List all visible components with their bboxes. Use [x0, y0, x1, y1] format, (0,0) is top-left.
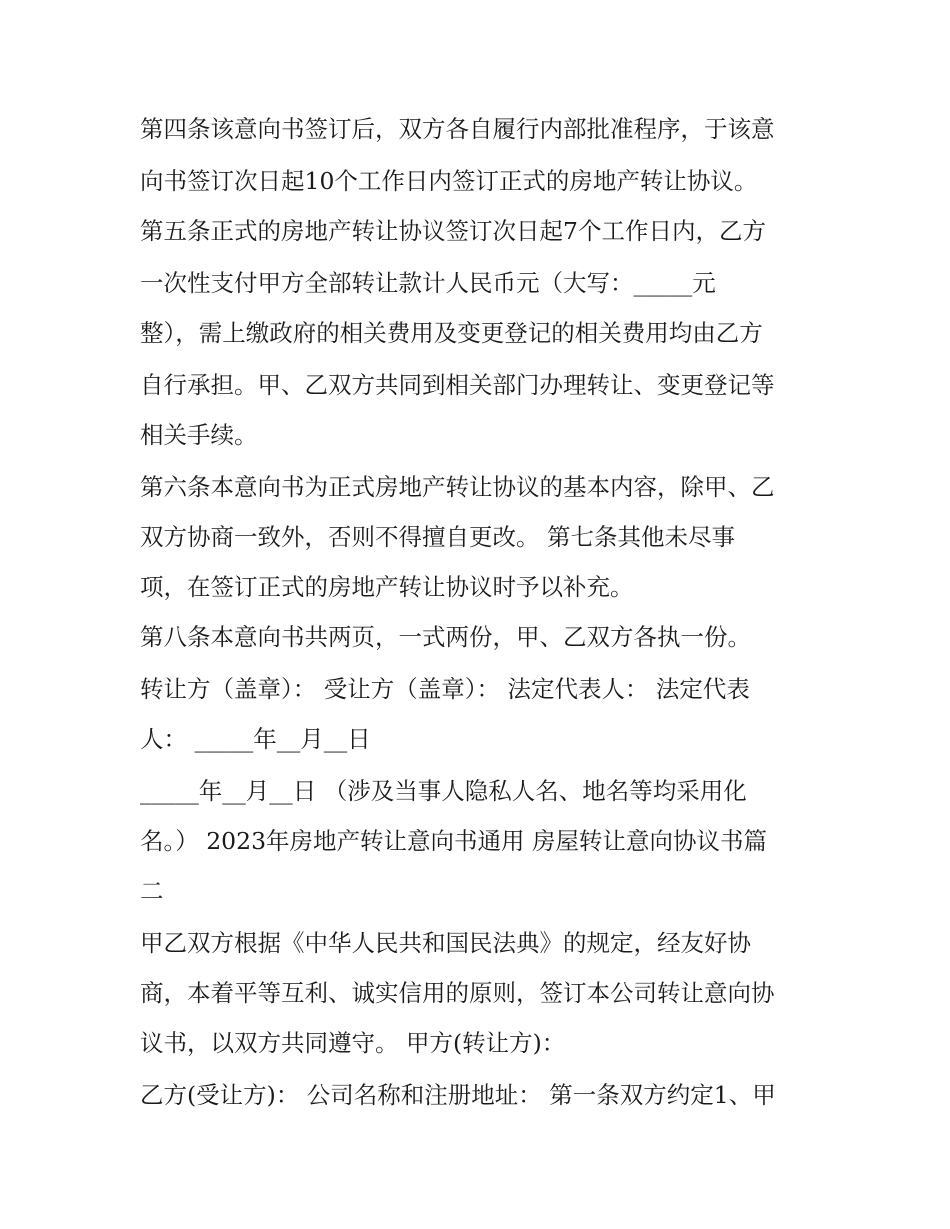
text-line: 转让方（盖章）： 受让方（盖章）： 法定代表人： 法定代表 — [140, 675, 750, 703]
text-line: 第六条本意向书为正式房地产转让协议的基本内容，除甲、乙 — [140, 473, 775, 501]
text-line: 乙方(受让方)： 公司名称和注册地址： 第一条双方约定1、甲 — [140, 1081, 776, 1109]
text-line: 双方协商一致外，否则不得擅自更改。 第七条其他未尽事 — [140, 523, 735, 551]
text-line: _____年__月__日 （涉及当事人隐私人名、地名等均采用化 — [140, 777, 747, 805]
text-line: 第四条该意向书签订后，双方各自履行内部批准程序，于该意 — [140, 115, 775, 143]
text-line: 整），需上缴政府的相关费用及变更登记的相关费用均由乙方 — [140, 319, 763, 347]
text-line: 二 — [140, 877, 164, 905]
text-line: 第八条本意向书共两页，一式两份，甲、乙双方各执一份。 — [140, 623, 751, 651]
text-line: 名。） 2023年房地产转让意向书通用 房屋转让意向协议书篇 — [140, 827, 767, 855]
text-line: 相关手续。 — [140, 421, 258, 449]
text-line: 商，本着平等互利、诚实信用的原则，签订本公司转让意向协 — [140, 979, 775, 1007]
text-line: 一次性支付甲方全部转让款计人民币元（大写：_____元 — [140, 269, 716, 297]
text-line: 议书，以双方共同遵守。 甲方(转让方)： — [140, 1029, 566, 1057]
text-line: 甲乙双方根据《中华人民共和国民法典》的规定，经友好协 — [140, 929, 751, 957]
text-line: 向书签订次日起10个工作日内签订正式的房地产转让协议。 — [140, 167, 758, 195]
text-line: 自行承担。甲、乙双方共同到相关部门办理转让、变更登记等 — [140, 371, 775, 399]
text-line: 人： _____年__月__日 — [140, 725, 371, 753]
text-line: 第五条正式的房地产转让协议签订次日起7个工作日内，乙方 — [140, 217, 766, 245]
text-line: 项，在签订正式的房地产转让协议时予以补充。 — [140, 573, 634, 601]
